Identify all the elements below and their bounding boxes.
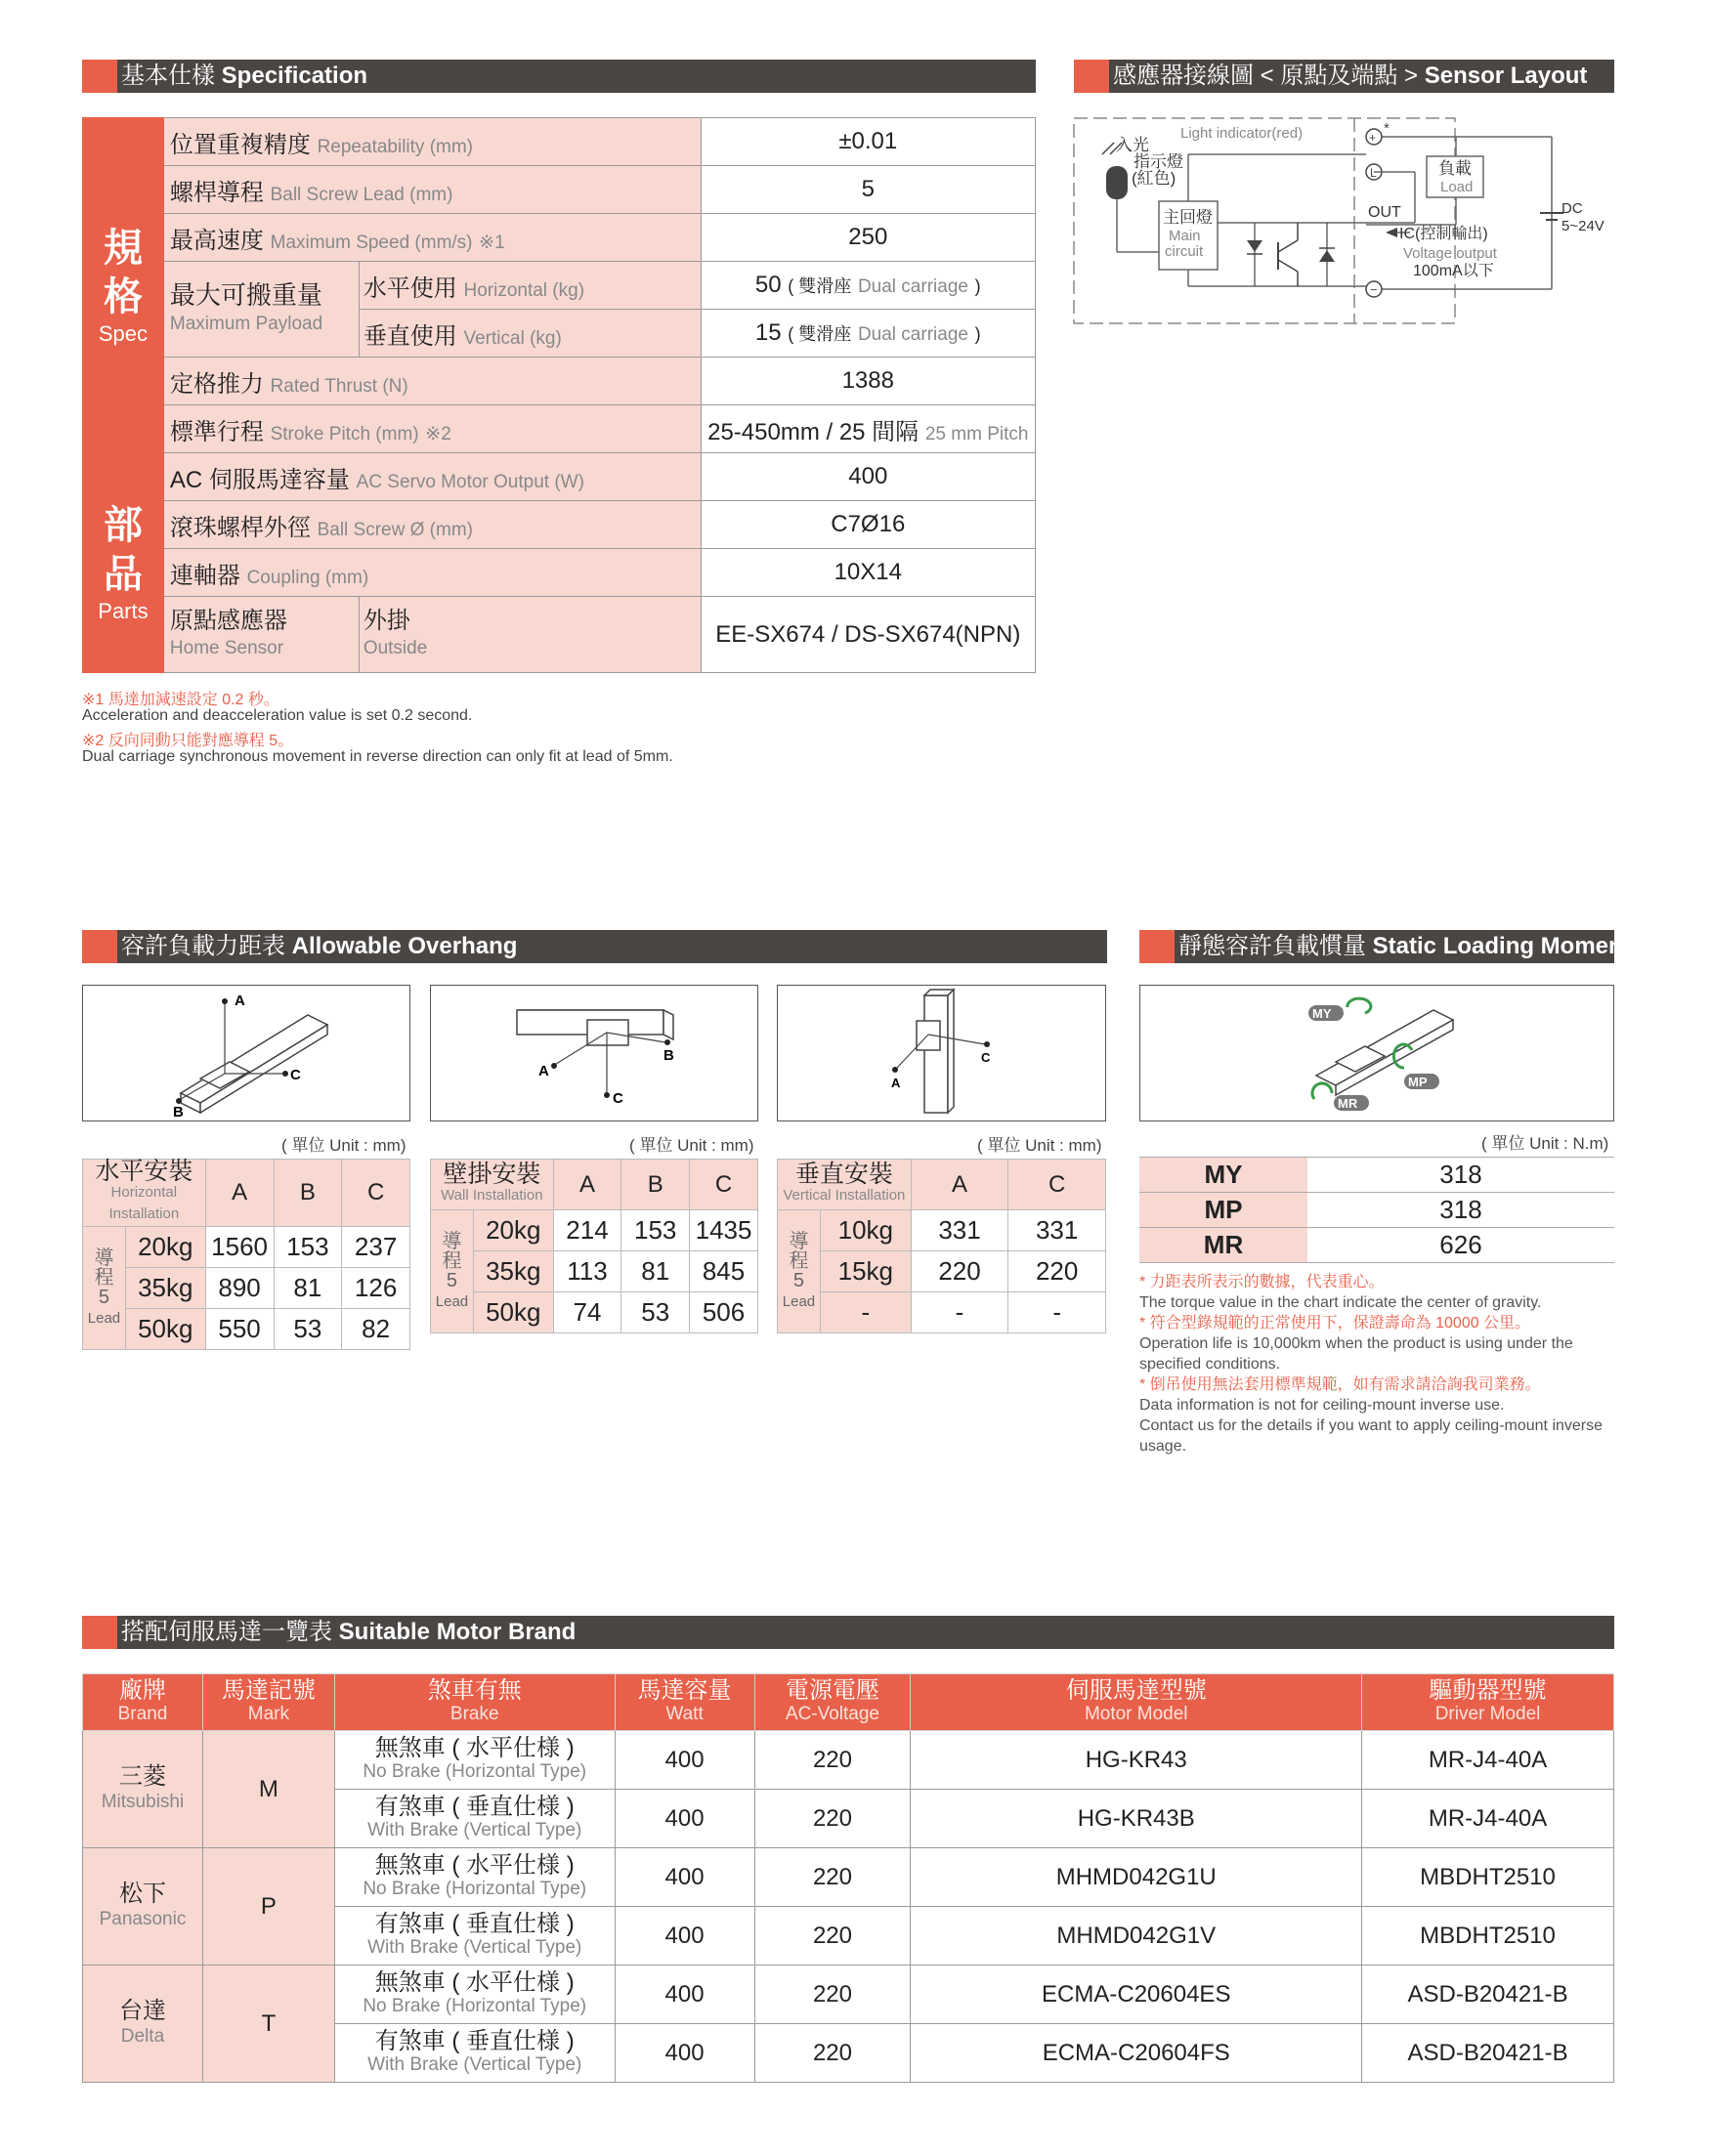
- parts-value: 400: [701, 453, 1035, 501]
- voltage-cell: 220: [754, 1731, 911, 1790]
- motor-section-header: 搭配伺服馬達一覽表 Suitable Motor Brand: [82, 1616, 1614, 1649]
- mark-cell: T: [202, 1966, 334, 2083]
- minus-terminal-icon: −: [1370, 282, 1378, 297]
- table-cell: 506: [690, 1292, 758, 1333]
- moment-note: * 符合型錄規範的正常使用下，保證壽命為 10000 公里。: [1139, 1315, 1531, 1332]
- moment-note: The torque value in the chart indicate the center of gravity.: [1139, 1294, 1542, 1311]
- header-brake: 煞車有無 Brake: [334, 1674, 615, 1731]
- watt-cell: 400: [615, 1790, 754, 1848]
- dc-label: DC: [1561, 200, 1583, 217]
- mark-cell: M: [202, 1731, 334, 1848]
- table-cell: 1435: [690, 1210, 758, 1251]
- moment-notes: [1139, 1272, 1618, 1457]
- light-indicator-label: Light indicator(red): [1180, 125, 1304, 142]
- motor-model-cell: MHMD042G1V: [911, 1907, 1362, 1966]
- table-cell: 74: [553, 1292, 621, 1333]
- col-header: B: [621, 1160, 690, 1210]
- table-cell: 890: [205, 1268, 274, 1309]
- payload-horizontal-label: 水平使用 Horizontal (kg): [359, 262, 701, 310]
- watt-cell: 400: [615, 1907, 754, 1966]
- brand-cell: 台達 Delta: [83, 1966, 203, 2083]
- overhang-section-header: 容許負載力距表 Allowable Overhang: [82, 930, 1107, 963]
- weight-cell: 15kg: [820, 1251, 911, 1292]
- table-row: [83, 1966, 1614, 2024]
- mp-label: MP: [1408, 1075, 1428, 1089]
- red-label: (紅色): [1132, 169, 1176, 188]
- point-c-label: C: [981, 1050, 991, 1065]
- mark-cell: P: [202, 1848, 334, 1966]
- brake-cell: 有煞車 ( 垂直仕様 ) With Brake (Vertical Type): [334, 1790, 615, 1848]
- spec-value: ±0.01: [701, 118, 1035, 166]
- brake-cell: 無煞車 ( 水平仕様 ) No Brake (Horizontal Type): [334, 1966, 615, 2024]
- main-circuit-en2: circuit: [1165, 243, 1204, 260]
- weight-cell: 10kg: [820, 1210, 911, 1251]
- moment-value: 318: [1307, 1158, 1614, 1193]
- lead-label: 導 程 5 Lead: [778, 1210, 821, 1333]
- moment-section-header: 靜態容許負載慣量 Static Loading Moment: [1139, 930, 1614, 963]
- moment-unit-label: ( 單位 Unit : N.m): [1481, 1134, 1609, 1153]
- voltage-cell: 220: [754, 2024, 911, 2083]
- spec-note: Acceleration and deacceleration value is set 0.2 second.: [82, 707, 473, 724]
- table-cell: 331: [1008, 1210, 1106, 1251]
- parts-category: 部 品 Parts: [83, 453, 164, 673]
- spec-label: 標準行程 Stroke Pitch (mm) ※2: [163, 405, 701, 453]
- payload-horizontal-value: 50 ( 雙滑座 Dual carriage ): [701, 262, 1035, 310]
- motor-model-cell: MHMD042G1U: [911, 1848, 1362, 1907]
- mount-type-header: 水平安裝 Horizontal Installation: [83, 1160, 206, 1227]
- spec-section-header: 基本仕樣 Specification: [82, 60, 1036, 93]
- table-cell: 220: [1008, 1251, 1106, 1292]
- voltage-cell: 220: [754, 1848, 911, 1907]
- table-cell: 153: [621, 1210, 690, 1251]
- lead-label: 導 程 5 Lead: [83, 1227, 126, 1350]
- spec-note: ※1 馬達加減速設定 0.2 秒。: [82, 692, 279, 708]
- table-row: [83, 1848, 1614, 1907]
- table-cell: 220: [911, 1251, 1008, 1292]
- moment-diagram: [1139, 985, 1614, 1121]
- weight-cell: 35kg: [125, 1268, 205, 1309]
- sensor-wiring-diagram: [1073, 115, 1620, 330]
- spec-value: 5: [701, 166, 1035, 214]
- header-motor-model: 伺服馬達型號 Motor Model: [911, 1674, 1362, 1731]
- point-b-label: B: [663, 1047, 674, 1064]
- watt-cell: 400: [615, 2024, 754, 2083]
- dc-range-label: 5~24V: [1561, 218, 1604, 234]
- col-header: A: [911, 1160, 1008, 1210]
- wall-overhang-table: [430, 1159, 758, 1333]
- spec-table: [82, 117, 1036, 673]
- watt-cell: 400: [615, 1731, 754, 1790]
- horizontal-mount-diagram: [82, 985, 410, 1121]
- table-cell: 153: [274, 1227, 342, 1268]
- horizontal-overhang-table: [82, 1159, 410, 1350]
- table-cell: 126: [342, 1268, 410, 1309]
- point-b-label: B: [173, 1104, 184, 1120]
- moment-key: MP: [1139, 1193, 1307, 1228]
- brake-cell: 有煞車 ( 垂直仕様 ) With Brake (Vertical Type): [334, 1907, 615, 1966]
- header-mark: 馬達記號 Mark: [202, 1674, 334, 1731]
- payload-vertical-label: 垂直使用 Vertical (kg): [359, 310, 701, 358]
- vertical-mount-diagram: [777, 985, 1106, 1121]
- table-cell: 81: [274, 1268, 342, 1309]
- voltage-cell: 220: [754, 1790, 911, 1848]
- weight-cell: -: [820, 1292, 911, 1333]
- brake-cell: 無煞車 ( 水平仕様 ) No Brake (Horizontal Type): [334, 1731, 615, 1790]
- overhang-unit-label: ( 單位 Unit : mm): [629, 1136, 754, 1155]
- load-zh: 負載: [1438, 159, 1472, 178]
- spec-note: ※2 反向同動只能對應導程 5。: [82, 733, 294, 749]
- moment-note: Data information is not for ceiling-mount inverse use.: [1139, 1397, 1505, 1414]
- spec-label: 定格推力 Rated Thrust (N): [163, 358, 701, 405]
- vertical-overhang-table: [777, 1159, 1106, 1333]
- point-a-label: A: [538, 1063, 549, 1079]
- voltage-cell: 220: [754, 1907, 911, 1966]
- star-mark: *: [1384, 120, 1390, 137]
- table-cell: 113: [553, 1251, 621, 1292]
- voltage-label: Voltage output: [1403, 245, 1497, 262]
- mount-type-header: 垂直安裝 Vertical Installation: [778, 1160, 912, 1210]
- col-header: C: [1008, 1160, 1106, 1210]
- out-label: OUT: [1368, 204, 1401, 221]
- point-c-label: C: [613, 1090, 623, 1107]
- point-a-label: A: [891, 1076, 901, 1090]
- moment-note: Contact us for the details if you want to apply ceiling-mount inverse usage.: [1139, 1417, 1604, 1455]
- brake-cell: 無煞車 ( 水平仕様 ) No Brake (Horizontal Type): [334, 1848, 615, 1907]
- table-cell: -: [1008, 1292, 1106, 1333]
- mount-type-header: 壁掛安裝 Wall Installation: [431, 1160, 554, 1210]
- weight-cell: 50kg: [473, 1292, 553, 1333]
- table-cell: 214: [553, 1210, 621, 1251]
- light-in-label: 入光: [1116, 136, 1149, 154]
- mr-label: MR: [1338, 1096, 1358, 1111]
- table-cell: 81: [621, 1251, 690, 1292]
- spec-label: 螺桿導程 Ball Screw Lead (mm): [163, 166, 701, 214]
- motor-model-cell: ECMA-C20604FS: [911, 2024, 1362, 2083]
- spec-label: 位置重複精度 Repeatability (mm): [163, 118, 701, 166]
- brake-cell: 有煞車 ( 垂直仕様 ) With Brake (Vertical Type): [334, 2024, 615, 2083]
- point-c-label: C: [290, 1067, 301, 1083]
- driver-model-cell: MBDHT2510: [1362, 1848, 1614, 1907]
- plus-terminal-icon: +: [1369, 131, 1377, 145]
- col-header: A: [205, 1160, 274, 1227]
- col-header: A: [553, 1160, 621, 1210]
- col-header: C: [342, 1160, 410, 1227]
- motor-table: [82, 1673, 1614, 2083]
- driver-model-cell: MBDHT2510: [1362, 1907, 1614, 1966]
- motor-model-cell: HG-KR43B: [911, 1790, 1362, 1848]
- moment-note: Operation life is 10,000km when the product is using under the specified conditions.: [1139, 1335, 1573, 1373]
- overhang-unit-label: ( 單位 Unit : mm): [977, 1136, 1102, 1155]
- parts-label: 連軸器 Coupling (mm): [163, 549, 701, 597]
- spec-note: Dual carriage synchronous movement in reverse direction can only fit at lead of 5mm.: [82, 748, 673, 765]
- overhang-unit-label: ( 單位 Unit : mm): [281, 1136, 406, 1155]
- motor-model-cell: ECMA-C20604ES: [911, 1966, 1362, 2024]
- current-label: 100mA以下: [1413, 263, 1494, 279]
- header-driver-model: 驅動器型號 Driver Model: [1362, 1674, 1614, 1731]
- home-sensor-label: 原點感應器 Home Sensor: [163, 597, 359, 673]
- weight-cell: 20kg: [473, 1210, 553, 1251]
- lead-label: 導 程 5 Lead: [431, 1210, 474, 1333]
- brand-cell: 松下 Panasonic: [83, 1848, 203, 1966]
- table-cell: 331: [911, 1210, 1008, 1251]
- moment-note: * 倒吊使用無法套用標準規範，如有需求請洽詢我司業務。: [1139, 1376, 1541, 1393]
- table-cell: 53: [621, 1292, 690, 1333]
- header-watt: 馬達容量 Watt: [615, 1674, 754, 1731]
- moment-key: MY: [1139, 1158, 1307, 1193]
- weight-cell: 20kg: [125, 1227, 205, 1268]
- main-circuit-en1: Main: [1169, 228, 1201, 244]
- point-a-label: A: [235, 993, 245, 1009]
- motor-model-cell: HG-KR43: [911, 1731, 1362, 1790]
- wall-mount-diagram: [430, 985, 758, 1121]
- spec-label: 最高速度 Maximum Speed (mm/s) ※1: [163, 214, 701, 262]
- spec-category: 規 格 Spec: [83, 118, 164, 453]
- spec-value: 25-450mm / 25 間隔 25 mm Pitch: [701, 405, 1035, 453]
- brand-cell: 三菱 Mitsubishi: [83, 1731, 203, 1848]
- col-header: B: [274, 1160, 342, 1227]
- parts-label: AC 伺服馬達容量 AC Servo Motor Output (W): [163, 453, 701, 501]
- sensor-section-header: 感應器接線圖 < 原點及端點 > Sensor Layout: [1074, 60, 1614, 93]
- parts-label: 滾珠螺桿外徑 Ball Screw Ø (mm): [163, 501, 701, 549]
- table-cell: 82: [342, 1309, 410, 1350]
- weight-cell: 35kg: [473, 1251, 553, 1292]
- header-brand: 廠牌 Brand: [83, 1674, 203, 1731]
- spec-value: 1388: [701, 358, 1035, 405]
- spec-value: 250: [701, 214, 1035, 262]
- moment-value: 626: [1307, 1228, 1614, 1263]
- watt-cell: 400: [615, 1966, 754, 2024]
- driver-model-cell: MR-J4-40A: [1362, 1731, 1614, 1790]
- main-circuit-zh: 主回燈: [1163, 208, 1213, 227]
- driver-model-cell: ASD-B20421-B: [1362, 1966, 1614, 2024]
- table-cell: 237: [342, 1227, 410, 1268]
- driver-model-cell: MR-J4-40A: [1362, 1790, 1614, 1848]
- table-cell: 845: [690, 1251, 758, 1292]
- moment-value: 318: [1307, 1193, 1614, 1228]
- load-en: Load: [1440, 179, 1474, 195]
- voltage-cell: 220: [754, 1966, 911, 2024]
- moment-note: * 力距表所表示的數據，代表重心。: [1139, 1274, 1385, 1290]
- driver-model-cell: ASD-B20421-B: [1362, 2024, 1614, 2083]
- table-cell: 1560: [205, 1227, 274, 1268]
- parts-value: C7Ø16: [701, 501, 1035, 549]
- parts-value: 10X14: [701, 549, 1035, 597]
- l-terminal-label: L: [1370, 166, 1377, 180]
- table-cell: -: [911, 1292, 1008, 1333]
- home-sensor-type: 外掛 Outside: [359, 597, 701, 673]
- col-header: C: [690, 1160, 758, 1210]
- watt-cell: 400: [615, 1848, 754, 1907]
- moment-key: MR: [1139, 1228, 1307, 1263]
- moment-table: [1139, 1157, 1614, 1263]
- my-label: MY: [1312, 1006, 1332, 1021]
- header-voltage: 電源電壓 AC-Voltage: [754, 1674, 911, 1731]
- table-cell: 53: [274, 1309, 342, 1350]
- table-cell: 550: [205, 1309, 274, 1350]
- indicator-label: 指示燈: [1134, 152, 1183, 171]
- table-row: [83, 1731, 1614, 1790]
- ic-label: IC(控制輸出): [1399, 226, 1488, 242]
- payload-vertical-value: 15 ( 雙滑座 Dual carriage ): [701, 310, 1035, 358]
- payload-label: 最大可搬重量 Maximum Payload: [163, 262, 359, 358]
- home-sensor-value: EE-SX674 / DS-SX674(NPN): [701, 597, 1035, 673]
- weight-cell: 50kg: [125, 1309, 205, 1350]
